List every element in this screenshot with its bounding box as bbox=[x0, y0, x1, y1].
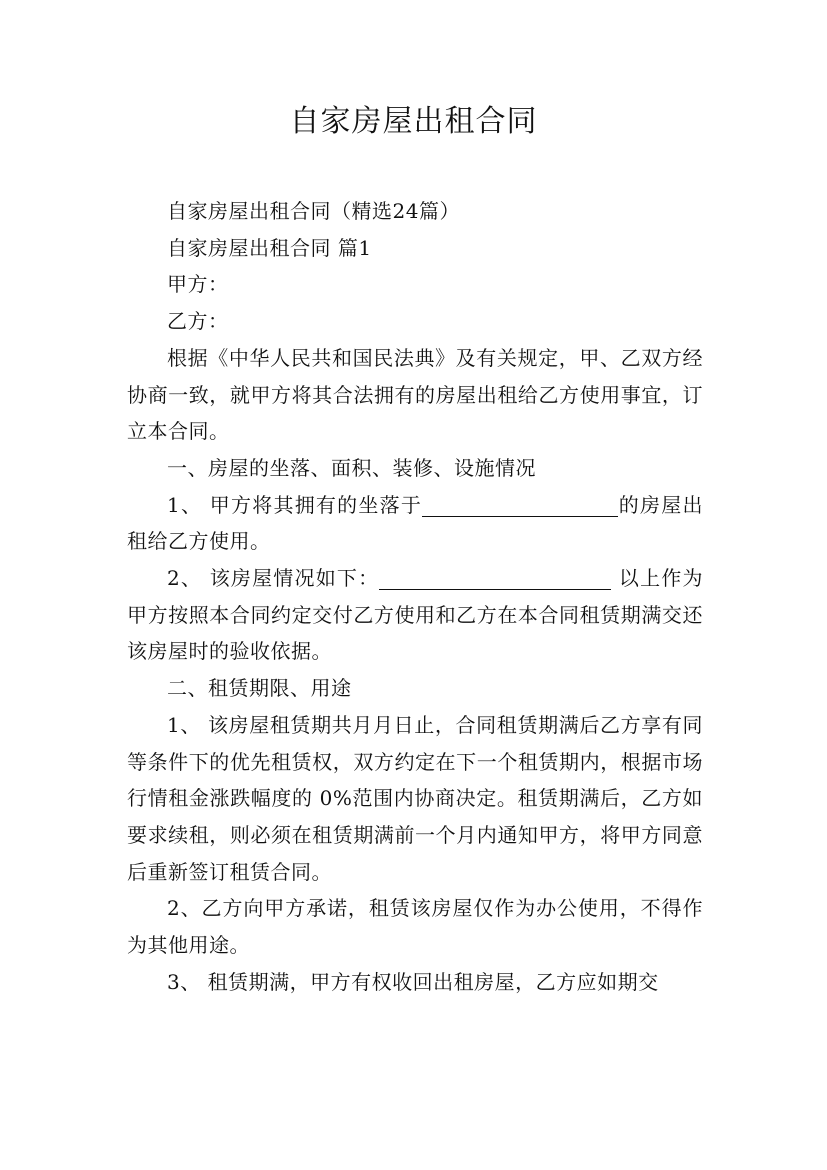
paragraph-preamble: 根据《中华人民共和国民法典》及有关规定，甲、乙双方经协商一致，就甲方将其合法拥有的房屋出租给乙方使用事宜，订立本合同。 bbox=[127, 345, 703, 444]
clause-text: 以上作为甲方按照本合同约定交付乙方使用和乙方在本合同租赁期满交还该房屋时的验收依据。 bbox=[127, 566, 703, 664]
paragraph-article-2-heading: 二、租赁期限、用途 bbox=[167, 676, 352, 701]
fill-in-blank-condition bbox=[379, 568, 611, 590]
document-body bbox=[127, 193, 703, 1000]
paragraph-party-a: 甲方： bbox=[167, 272, 229, 297]
clause-text: 1、 甲方将其拥有的坐落于 bbox=[167, 492, 423, 517]
clause-text: 2、 该房屋情况如下： bbox=[167, 566, 380, 591]
document-title: 自家房屋出租合同 bbox=[289, 104, 538, 139]
paragraph-clause-2-1: 1、 该房屋租赁期共月月日止，合同租赁期满后乙方享有同等条件下的优先租赁权，双方约定在下一个租赁期内，根据市场行情租金涨跌幅度的 0%范围内协商决定。租赁期满后，乙方如要求续租，则必须在租赁期满前一个月内通知甲方，将甲方同意后重新签订租赁合同。 bbox=[127, 712, 703, 884]
fill-in-blank-location bbox=[422, 495, 618, 517]
paragraph-clause-2-3: 3、 租赁期满，甲方有权收回出租房屋，乙方应如期交 bbox=[167, 969, 659, 994]
paragraph-party-b: 乙方： bbox=[167, 309, 229, 334]
paragraph-clause-1-2 bbox=[127, 560, 703, 670]
paragraph-subtitle: 自家房屋出租合同（精选24篇） bbox=[167, 199, 460, 223]
paragraph-article-1-heading: 一、房屋的坐落、面积、装修、设施情况 bbox=[167, 455, 536, 480]
paragraph-section-heading: 自家房屋出租合同 篇1 bbox=[167, 235, 372, 260]
paragraph-clause-1-1 bbox=[127, 487, 703, 560]
clause-text: 的房屋出租给乙方使用。 bbox=[127, 492, 703, 554]
paragraph-clause-2-2: 2、乙方向甲方承诺，租赁该房屋仅作为办公使用，不得作为其他用途。 bbox=[127, 896, 703, 958]
